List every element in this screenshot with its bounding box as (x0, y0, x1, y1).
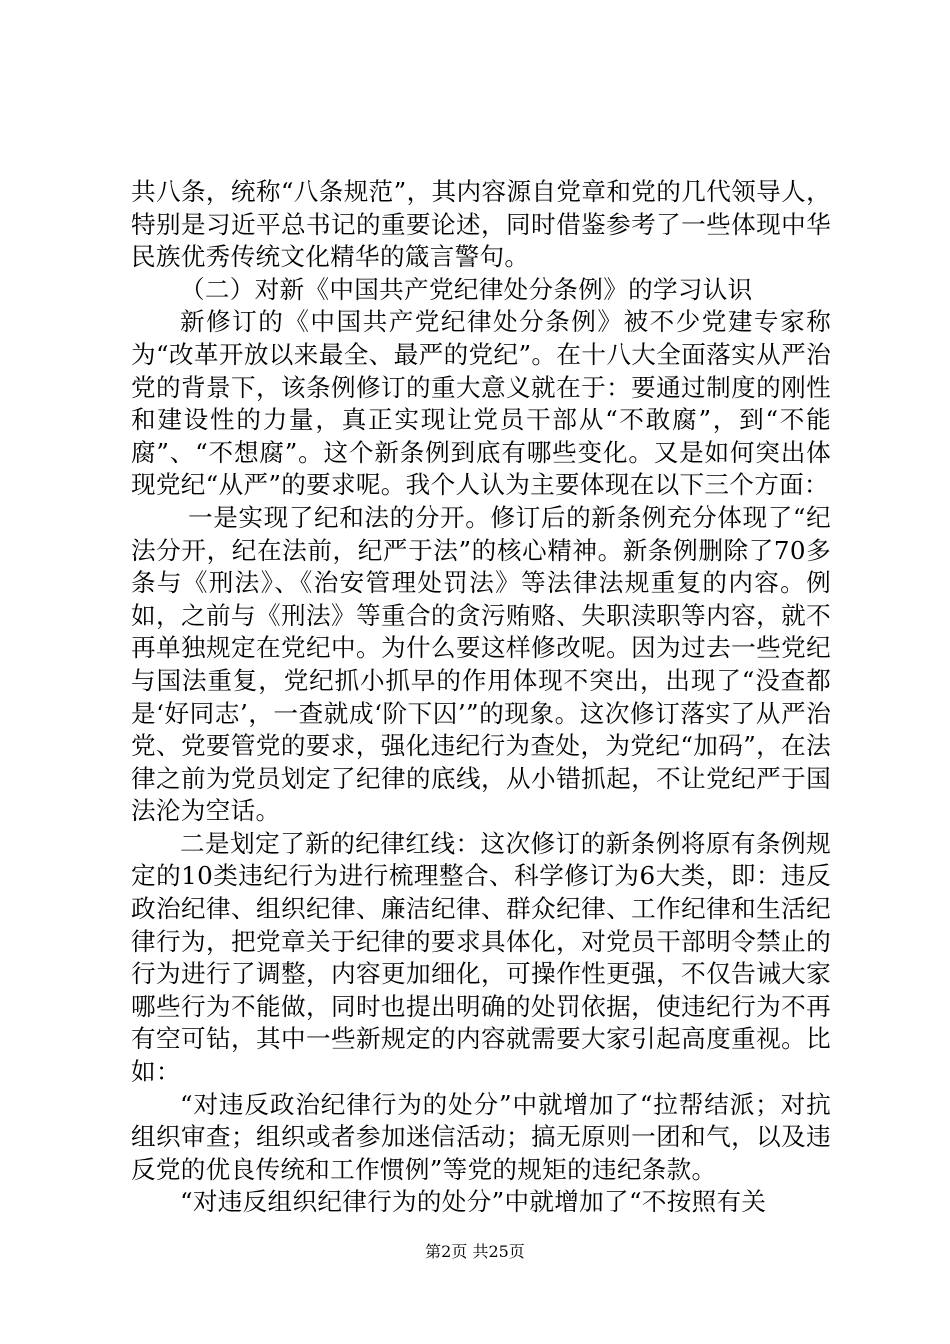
paragraph-continuation: 共八条，统称“八条规范”，其内容源自党章和党的几代领导人，特别是习近平总书记的重要论述，同时借鉴参考了一些体现中华民族优秀传统文化精华的箴言警句。 (131, 177, 831, 272)
paragraph-intro: 新修订的《中国共产党纪律处分条例》被不少党建专家称为“改革开放以来最全、最严的党纪”。在十八大全面落实从严治党的背景下，该条例修订的重大意义就在于：要通过制度的刚性和建设性的力量，真正实现让党员干部从“不敢腐”，到“不能腐”、“不想腐”。这个新条例到底有哪些变化。又是如何突出体现党纪“从严”的要求呢。我个人认为主要体现在以下三个方面： (131, 307, 831, 500)
paragraph-political-discipline: “对违反政治纪律行为的处分”中就增加了“拉帮结派；对抗组织审查；组织或者参加迷信活动；搞无原则一团和气，以及违反党的优良传统和工作惯例”等党的规矩的违纪条款。 (131, 1089, 831, 1184)
section-heading: （二）对新《中国共产党纪律处分条例》的学习认识 (180, 274, 753, 304)
paragraph-point-two: 二是划定了新的纪律红线：这次修订的新条例将原有条例规定的10类违纪行为进行梳理整合、科学修订为6大类，即：违反政治纪律、组织纪律、廉洁纪律、群众纪律、工作纪律和生活纪律行为，把党章关于纪律的要求具体化，对党员干部明令禁止的行为进行了调整，内容更加细化，可操作性更强，不仅告诫大家哪些行为不能做，同时也提出明确的处罚依据，使违纪行为不再有空可钻，其中一些新规定的内容就需要大家引起高度重视。比如： (131, 828, 831, 1087)
paragraph-point-one: 一是实现了纪和法的分开。修订后的新条例充分体现了“纪法分开，纪在法前，纪严于法”的核心精神。新条例删除了70多条与《刑法》、《治安管理处罚法》等法律法规重复的内容。例如，之前与《刑法》等重合的贪污贿赂、失职渎职等内容，就不再单独规定在党纪中。为什么要这样修改呢。因为过去一些党纪与国法重复，党纪抓小抓早的作用体现不突出，出现了“没查都是‘好同志’，一查就成‘阶下囚’”的现象。这次修订落实了从严治党、党要管党的要求，强化违纪行为查处，为党纪“加码”，在法律之前为党员划定了纪律的底线，从小错抓起，不让党纪严于国法沦为空话。 (131, 502, 831, 826)
document-body (131, 176, 831, 1219)
paragraph-organizational-discipline: “对违反组织纪律行为的处分”中就增加了“不按照有关 (180, 1187, 767, 1217)
page-number-footer: 第2页 共25页 (425, 1242, 525, 1261)
